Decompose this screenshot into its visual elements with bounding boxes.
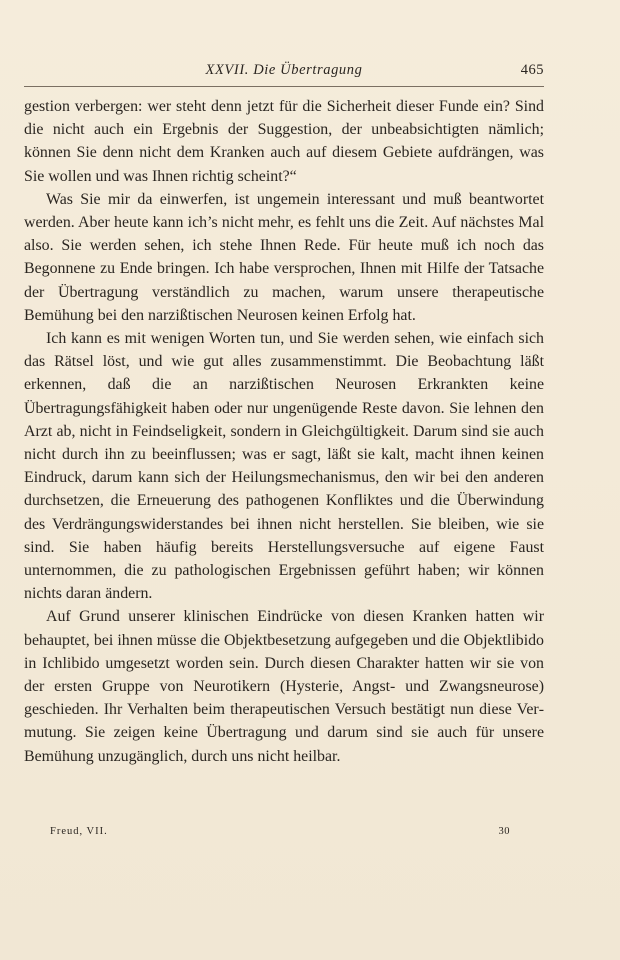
paragraph: Was Sie mir da einwerfen, ist ungemein interessant und muß beantwortet werden. Aber heute kann ich’s nicht mehr, es fehlt uns die Zeit. Auf nächstes Mal also. Sie werden sehen, ich stehe Ihnen Rede. Für heute muß ich noch das Begonnene zu Ende bringen. Ich habe versprochen, Ihnen mit Hilfe der Tatsache der Übertragung verständlich zu machen, warum unsere therapeutische Bemühung bei den narzißtischen Neurosen keinen Erfolg hat. xyxy=(24,190,544,324)
sheet-number: 30 xyxy=(498,826,510,837)
running-head: XXVII. Die Übertragung xyxy=(205,62,363,78)
paragraph: Ich kann es mit wenigen Worten tun, und Sie werden sehen, wie einfach sich das Rätsel löst, und wie gut alles zusammenstimmt. Die Beobachtung läßt erkennen, daß die an narzißtischen Neurosen Erkrankten keine Übertragungsfähigkeit haben oder nur ungenügende Reste davon. Sie lehnen den Arzt ab, nicht in Feindseligkeit, sondern in Gleichgültigkeit. Darum sind sie auch nicht durch ihn zu beeinflussen; was er sagt, läßt sie kalt, macht ihnen keinen Eindruck, darum kann sich der Heilungsmechanismus, den wir bei den anderen durchsetzen, die Erneuerung des pathogenen Konfliktes und die Überwindung des Verdrängungswiderstandes bei ihnen nicht herstellen. Sie bleiben, wie sie sind. Sie haben häufig bereits Herstellungsversuche auf eigene Faust unternommen, die zu pathologischen Ergebnissen geführt haben; wir können nichts daran ändern. xyxy=(24,330,544,603)
paragraph: Auf Grund unserer klinischen Eindrücke von diesen Kranken hatten wir behauptet, bei ihnen müsse die Objektbesetzung aufgegeben und die Objektlibido in Ichlibido umgesetzt worden sein. Durch diesen Charakter hatten wir sie von der ersten Gruppe von Neurotikern (Hysterie, Angst- und Zwangsneurose) geschieden. Ihr Verhalten beim therapeutischen Versuch bestätigt nun diese Vermutung. Sie zeigen keine Übertragung und darum sind sie auch für unsere Bemühung unzugänglich, durch uns nicht heilbar. xyxy=(24,608,544,765)
signature-mark: Freud, VII. xyxy=(50,826,108,837)
paragraph-continued: gestion verbergen: wer steht denn jetzt für die Sicherheit dieser Funde ein? Sind die nicht auch ein Ergebnis der Suggestion, der unbeabsichtigten nämlich; können Sie denn nicht dem Kranken auch auf diesem Gebiete aufdrängen, was Sie wollen und was Ihnen richtig scheint?“ xyxy=(24,98,544,185)
header-rule xyxy=(24,86,544,87)
body-text xyxy=(24,95,544,768)
page-number: 465 xyxy=(520,62,544,78)
